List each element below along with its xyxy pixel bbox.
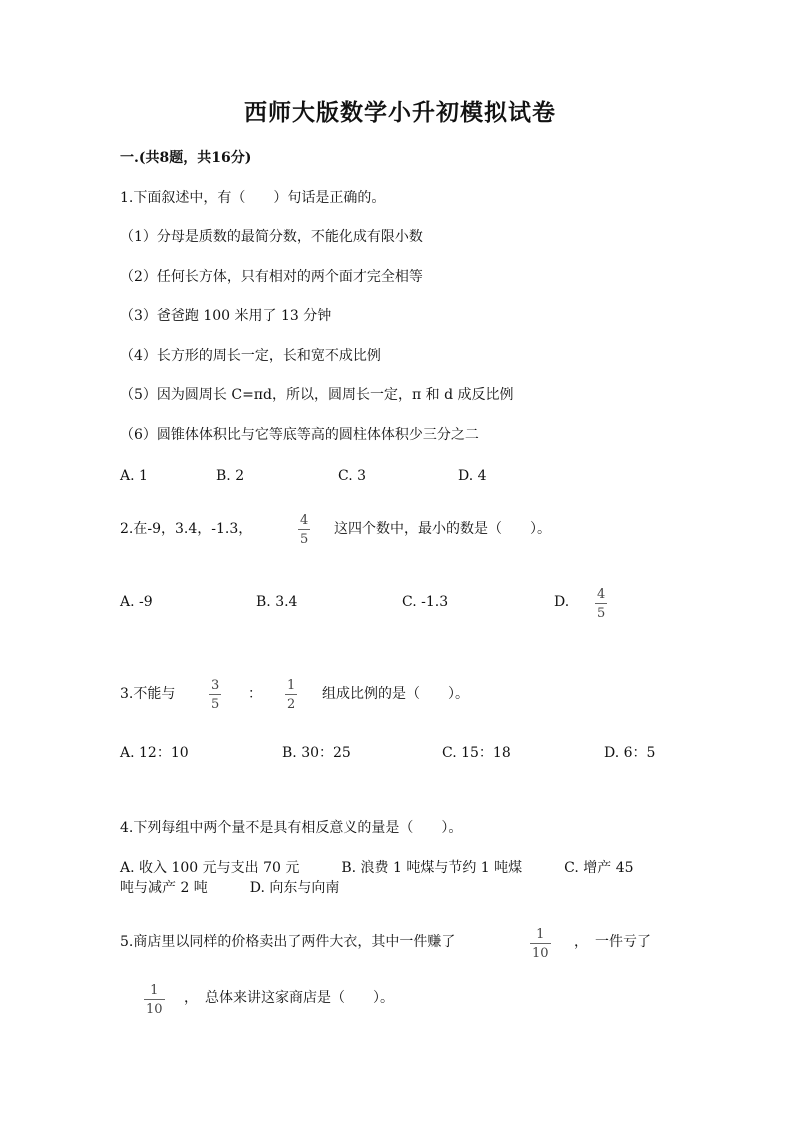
q2-stem-suffix: 这四个数中，最小的数是（ ）。 (334, 521, 551, 537)
q1-statement-4: （4）长方形的周长一定，长和宽不成比例 (120, 348, 381, 364)
q3-colon: ： (248, 686, 262, 702)
q1-stem: 1.下面叙述中，有（ ）句话是正确的。 (120, 190, 386, 206)
q3-fraction-1-denominator: 5 (211, 697, 220, 712)
q3-option-a: A. 12：10 (120, 745, 189, 761)
q5-fraction-2 (144, 983, 165, 1017)
q2-option-d: D. (554, 594, 570, 610)
q5-stem-middle: ， 一件亏了 (574, 934, 651, 950)
fraction-bar (595, 603, 607, 604)
q3-fraction-2-numerator: 1 (287, 678, 296, 693)
q3-option-d: D. 6：5 (604, 745, 656, 761)
q3-option-c: C. 15：18 (442, 745, 511, 761)
q1-statement-5: （5）因为圆周长 C=πd，所以，圆周长一定，π 和 d 成反比例 (120, 387, 514, 403)
q3-fraction-1-numerator: 3 (211, 678, 220, 693)
fraction-bar (209, 694, 221, 695)
q2-option-c: C. -1.3 (402, 594, 449, 610)
q2-fraction-numerator: 4 (300, 513, 309, 528)
q5-stem-suffix: ， 总体来讲这家商店是（ ）。 (184, 990, 394, 1006)
q2-option-d-numerator: 4 (597, 587, 606, 602)
q3-option-b: B. 30：25 (282, 745, 351, 761)
q3-fraction-2 (285, 678, 297, 712)
q3-stem-suffix: 组成比例的是（ ）。 (322, 686, 469, 702)
q5-fraction-1-numerator: 1 (536, 927, 545, 942)
q2-fraction (298, 513, 310, 547)
q5-fraction-2-numerator: 1 (150, 983, 159, 998)
q1-option-d: D. 4 (458, 468, 487, 484)
q1-statement-1: （1）分母是质数的最简分数，不能化成有限小数 (120, 229, 423, 245)
q4-stem: 4.下列每组中两个量不是具有相反意义的量是（ ）。 (120, 820, 463, 836)
q5-stem-prefix: 5.商店里以同样的价格卖出了两件大衣，其中一件赚了 (120, 934, 456, 950)
q1-statement-6: （6）圆锥体体积比与它等底等高的圆柱体体积少三分之二 (120, 427, 479, 443)
fraction-bar (530, 943, 551, 944)
q2-option-b: B. 3.4 (256, 594, 298, 610)
q5-fraction-2-denominator: 10 (146, 1002, 163, 1017)
page-title: 西师大版数学小升初模拟试卷 (244, 99, 556, 126)
q1-option-c: C. 3 (338, 468, 367, 484)
q4-options-line-2: 吨与减产 2 吨 D. 向东与向南 (120, 880, 340, 896)
q5-fraction-1 (530, 927, 551, 961)
fraction-bar (298, 529, 310, 530)
q1-option-b: B. 2 (216, 468, 245, 484)
q2-option-d-fraction (595, 587, 607, 621)
q3-fraction-2-denominator: 2 (287, 697, 296, 712)
q4-options-line-1: A. 收入 100 元与支出 70 元 B. 浪费 1 吨煤与节约 1 吨煤 C. 增产 45 (120, 860, 634, 876)
q2-stem-prefix: 2.在-9，3.4，-1.3， (120, 521, 253, 537)
fraction-bar (144, 999, 165, 1000)
q5-fraction-1-denominator: 10 (532, 946, 549, 961)
q3-fraction-1 (209, 678, 221, 712)
q2-fraction-denominator: 5 (300, 532, 309, 547)
q1-statement-2: （2）任何长方体，只有相对的两个面才完全相等 (120, 269, 423, 285)
fraction-bar (285, 694, 297, 695)
q2-option-a: A. -9 (120, 594, 153, 610)
q1-statement-3: （3）爸爸跑 100 米用了 13 分钟 (120, 308, 332, 324)
q1-option-a: A. 1 (120, 468, 148, 484)
q2-option-d-denominator: 5 (597, 606, 606, 621)
section-heading: 一.(共8题，共16分) (120, 150, 252, 166)
q3-stem-prefix: 3.不能与 (120, 686, 176, 702)
